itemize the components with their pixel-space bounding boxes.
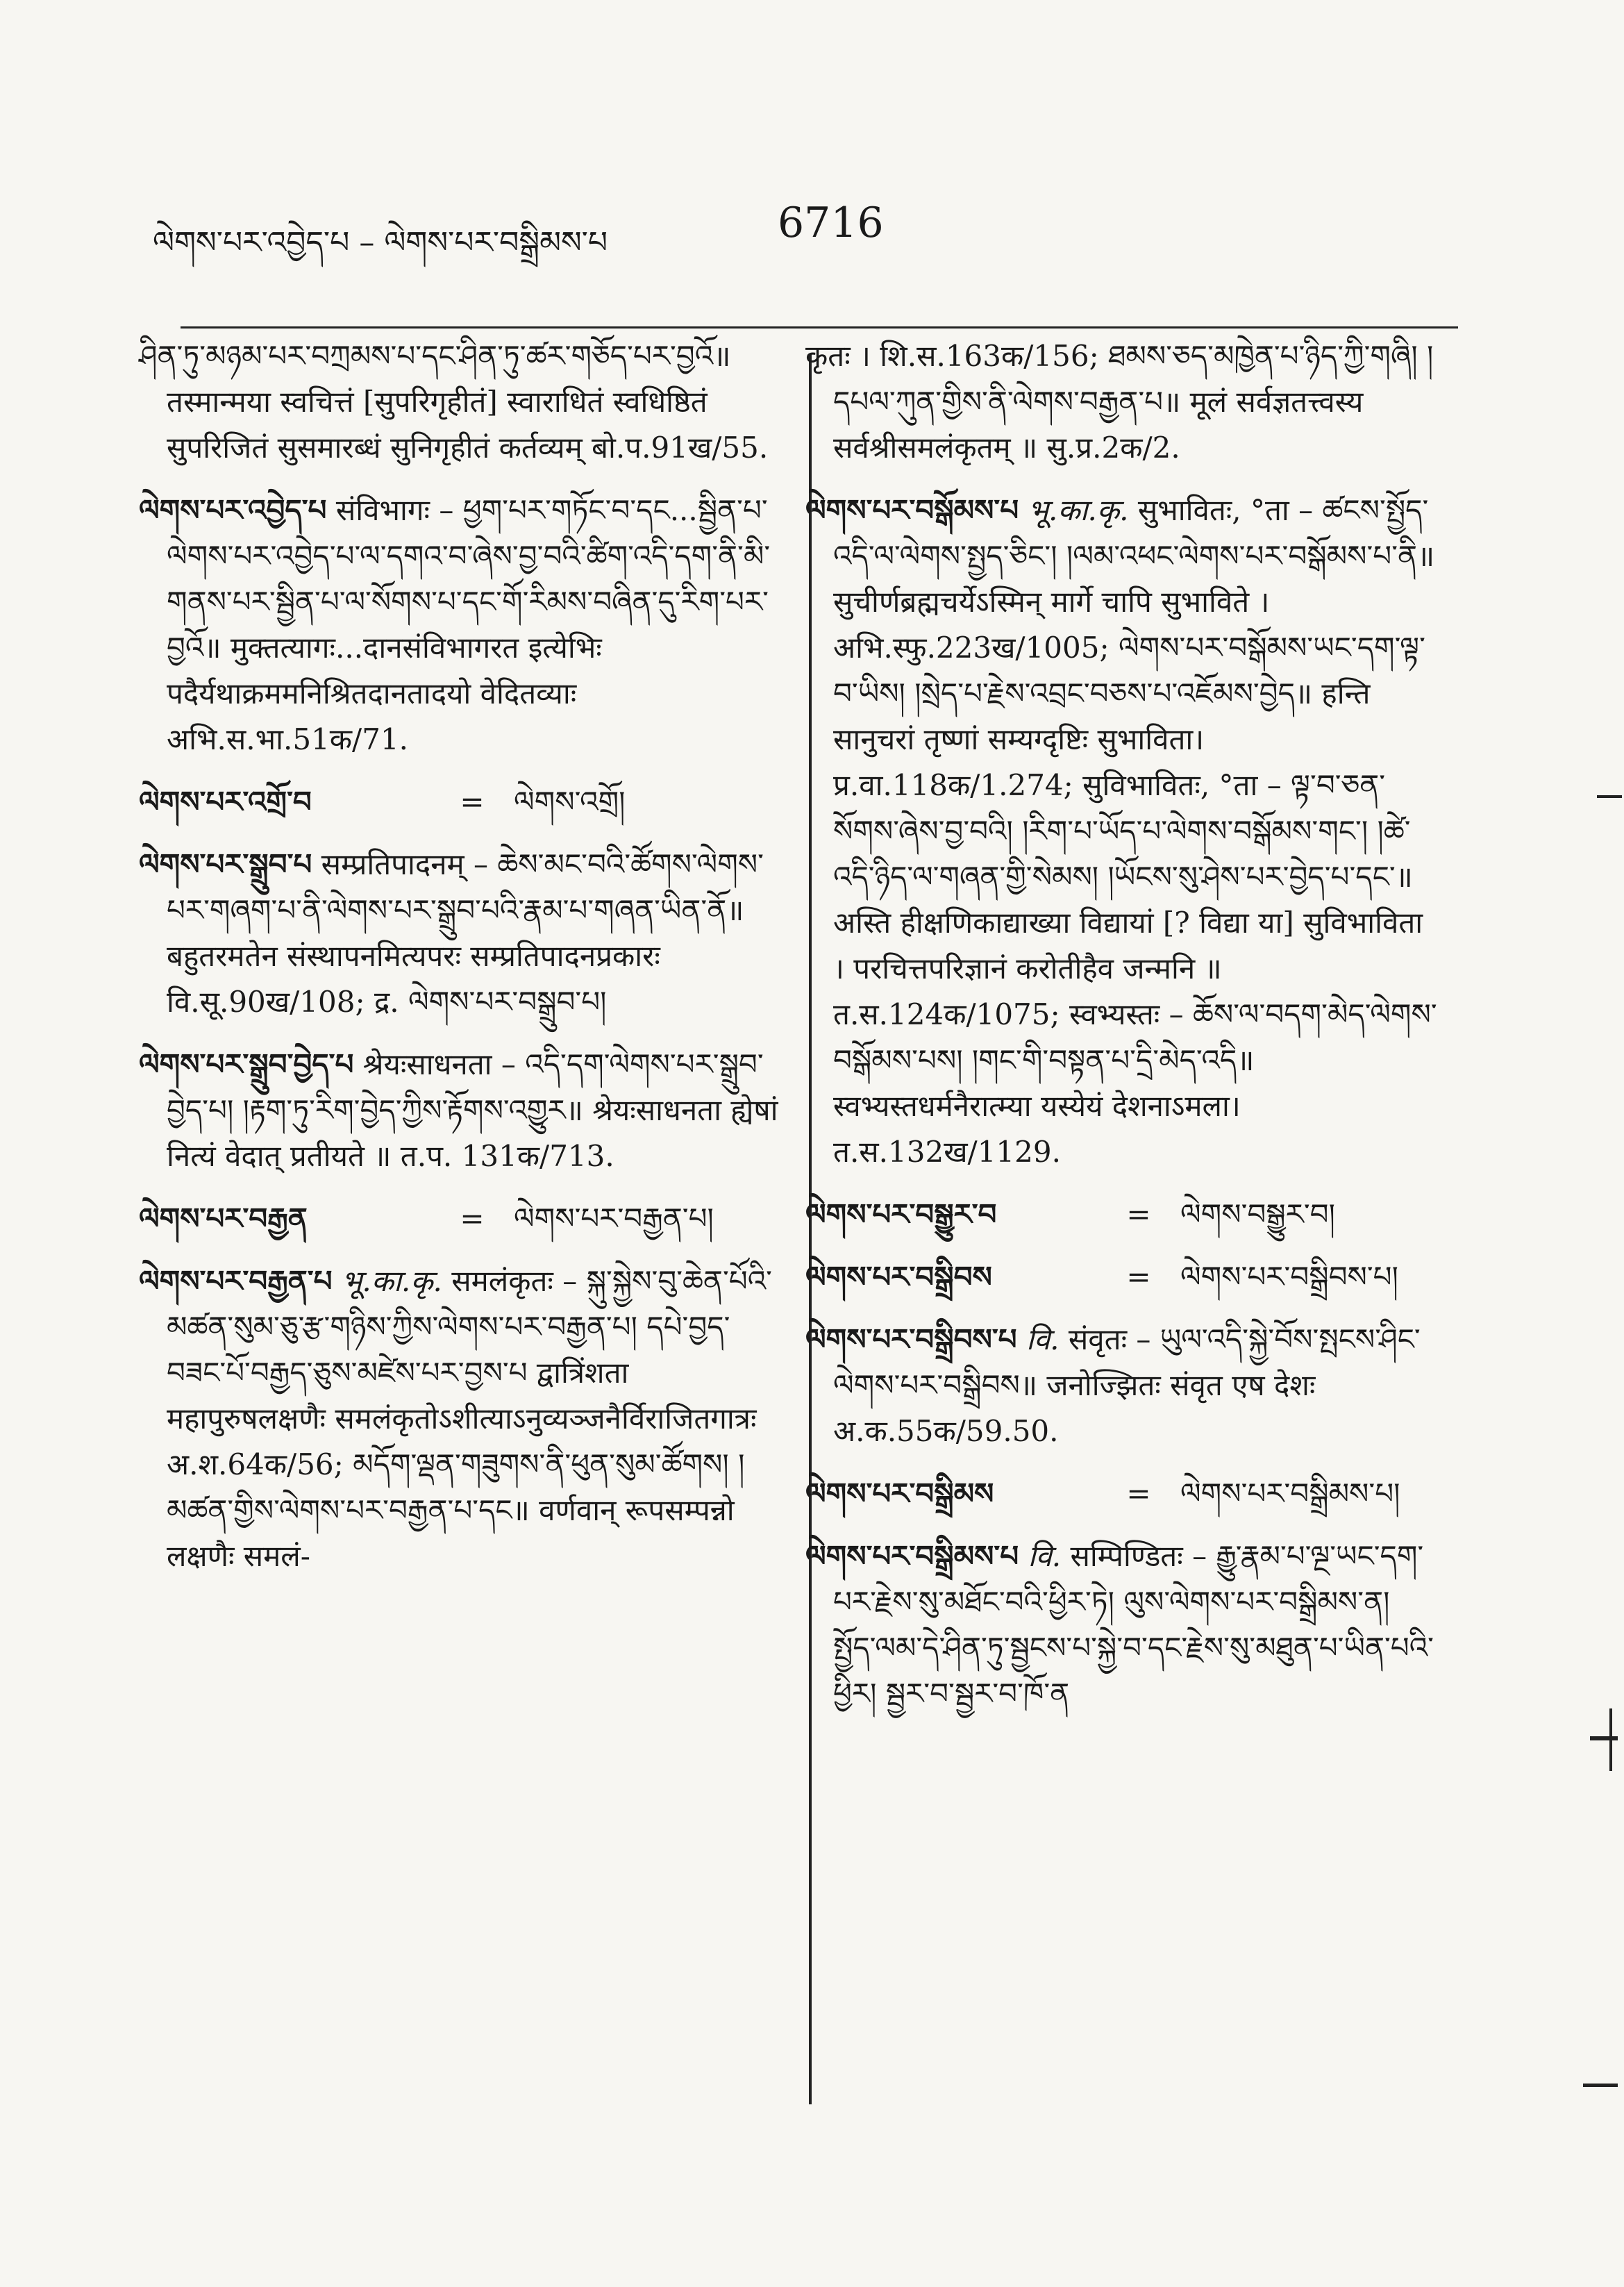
headword: ལེགས་པར་བསྒྲིབས — [805, 1260, 992, 1294]
entry-text: संविभागः – ཕྱག་པར་གཏོང་བ་དང...སྦྱིན་པ་ལེགས་པར་འབྱེད་པ་ལ་དགའ་བ་ཞེས་བྱ་བའི་ཚིག་འདི་དག་ནི་མི་གནས་པར་སྦྱིན་པ་ལ་སོགས་པ་དང་གོ་རིམས་བཞིན་དུ་རིག་པར་བྱའོ॥ मुक्तत्यागः...दानसंविभागरत इत्येभिः पदैर्यथाक्रममनिश्रितदानतादयो वेदितव्याः अभि.स.भा.51क/71. — [167, 493, 771, 756]
dictionary-entry — [139, 1258, 785, 1579]
headword: ལེགས་པར་སྒྲུབ་བྱེད་པ — [139, 1047, 354, 1081]
headword: ལེགས་པར་བསྒོམས་པ — [805, 493, 1019, 527]
reference-target: ལེགས་པར་བསྒྲིམས་པ། — [1180, 1477, 1400, 1511]
dictionary-entry — [139, 488, 785, 763]
equals-sign: = — [460, 1201, 485, 1236]
headword: ལེགས་པར་བསྒྲིབས་པ — [805, 1322, 1017, 1356]
page-number: 6716 — [778, 199, 884, 247]
entry-text: सम्पिण्डितः – རྒྱུ་རྣམ་པ་ལྔ་ཡང་དག་པར་རྗེས་སུ་མཐོང་བའི་ཕྱིར་ཏེ། ལུས་ལེགས་པར་བསྒྲིམས་ན། སྤྱོད་ལམ་དེ་ཤིན་ཏུ་སྦྱངས་པ་སྐྱེ་བ་དང་རྗེས་སུ་མཐུན་པ་ཡིན་པའི་ཕྱིར། སྦྱར་བ་སྦྱར་བ་ཁོ་ན — [833, 1539, 1434, 1711]
headword: ལེགས་པར་འགྲོ་བ — [139, 785, 312, 819]
headword: ལེགས་པར་བསྒྲིམས — [805, 1477, 994, 1511]
continued-entry — [139, 333, 785, 471]
dictionary-entry — [805, 488, 1437, 1175]
margin-mark — [1590, 1736, 1618, 1740]
reference-target: ལེགས་འགྲོ། — [514, 785, 626, 819]
dictionary-entry — [805, 1533, 1437, 1717]
entry-text: श्रेयःसाधनता – འདི་དག་ལེགས་པར་སྒྲུབ་བྱེད་པ། །རྟག་ཏུ་རིག་བྱེད་ཀྱིས་རྟོགས་འགྱུར॥ श्रेयःसाधनता ह्येषां नित्यं वेदात् प्रतीयते ॥ त.प. 131क/713. — [167, 1047, 778, 1173]
dictionary-entry — [805, 1317, 1437, 1454]
margin-mark — [1609, 1708, 1612, 1771]
grammar-label: भू.का.कृ. — [1028, 493, 1129, 527]
entry-text: संवृतः – ཡུལ་འདི་སྐྱེ་བོས་སྤངས་ཤིང་ལེགས་པར་བསྒྲིབས॥ जनोज्झितः संवृत एष देशः अ.क.55क/59.50. — [833, 1322, 1421, 1448]
equals-sign: = — [460, 785, 485, 819]
entry-text: सुभावितः, °ता – ཚངས་སྤྱོད་འདི་ལ་ལེགས་སྤྱད་ཅིང་། །ལམ་འཕང་ལེགས་པར་བསྒོམས་པ་ནི॥ सुचीर्णब्रह्मचर्येऽस्मिन् मार्गे चापि सुभाविते । अभि.स्फु.223ख/1005; ལེགས་པར་བསྒོམས་ཡང་དག་ལྟ་བ་ཡིས། །སྲེད་པ་རྗེས་འབྲང་བཅས་པ་འཇོམས་བྱེད॥ हन्ति सानुचरां तृष्णां सम्यग्दृष्टिः सुभाविता। प्र.वा.118क/1.274; सुविभावितः, °ता – ལྟ་བ་ཅན་སོགས་ཞེས་བྱ་བའི། །རིག་པ་ཡོད་པ་ལེགས་བསྒོམས་གང་། །ཚེ་འདི་ཉིད་ལ་གཞན་གྱི་སེམས། །ཡོངས་སུ་ཤེས་པར་བྱེད་པ་དང་॥ अस्ति हीक्षणिकाद्याख्या विद्यायां [? विद्या या] सुविभाविता । परचित्तपरिज्ञानं करोतीहैव जन्मनि ॥ त.स.124क/1075; स्वभ्यस्तः – ཆོས་ལ་བདག་མེད་ལེགས་བསྒོམས་པས། །གང་གི་བསྟན་པ་དྲི་མེད་འདི॥ स्वभ्यस्तधर्मनैरात्म्या यस्येयं देशनाऽमला। त.स.132ख/1129. — [833, 493, 1437, 1169]
cross-reference-entry — [139, 779, 785, 825]
headword: ལེགས་པར་བསྒྲིམས་པ — [805, 1539, 1019, 1573]
grammar-label: भू.का.कृ. — [341, 1264, 442, 1298]
entry-text: ཤིན་ཏུ་མཉམ་པར་བཀྲམས་པ་དང་ཤིན་ཏུ་ཚར་གཅོད་པར་བྱའོ॥ तस्मान्मया स्वचित्तं [सुपरिगृहीतं] स्वाराधितं स्वधिष्ठितं सुपरिजितं सुसमारब्धं सुनिगृहीतं कर्तव्यम् बो.प.91ख/55. — [139, 339, 769, 465]
cross-reference-entry — [805, 1192, 1437, 1238]
margin-mark — [1583, 2084, 1618, 2087]
entry-text: सम्प्रतिपादनम् – ཆེས་མང་བའི་ཚོགས་ལེགས་པར་གཞག་པ་ནི་ལེགས་པར་སྒྲུབ་པའི་རྣམ་པ་གཞན་ཡིན་ནོ॥ बहुतरमतेन संस्थापनमित्यपरः सम्प्रतिपादनप्रकारः वि.सू.90ख/108; द्र. ལེགས་པར་བསྒྲུབ་པ། — [167, 847, 764, 1019]
header-range: ལེགས་པར་འབྱེད་པ – ལེགས་པར་བསྒྲིམས་པ — [153, 225, 608, 260]
top-rule — [181, 326, 1458, 329]
reference-target: ལེགས་བསྒྱུར་བ། — [1180, 1197, 1335, 1231]
headword: ལེགས་པར་བརྒྱན་པ — [139, 1264, 333, 1298]
continued-entry — [805, 333, 1437, 471]
entry-text: समलंकृतः – སྐུ་སྐྱེས་བུ་ཆེན་པོའི་མཚན་སུམ་ཅུ་རྩ་གཉིས་ཀྱིས་ལེགས་པར་བརྒྱན་པ། དཔེ་བྱད་བཟང་པོ་བརྒྱད་ཅུས་མཛེས་པར་བྱས་པ द्वात्रिंशता महापुरुषलक्षणैः समलंकृतोऽशीत्याऽनुव्यञ्जनैर्विराजितगात्रः अ.श.64क/56; མདོག་ལྡན་གཟུགས་ནི་ཕུན་སུམ་ཚོགས། །མཚན་གྱིས་ལེགས་པར་བརྒྱན་པ་དང॥ वर्णवान् रूपसम्पन्नो लक्षणैः समलं- — [167, 1264, 772, 1573]
equals-sign: = — [1126, 1197, 1151, 1231]
cross-reference-entry — [139, 1196, 785, 1242]
running-header — [153, 199, 1472, 271]
cross-reference-entry — [805, 1471, 1437, 1517]
reference-target: ལེགས་པར་བརྒྱན་པ། — [514, 1201, 714, 1236]
cross-reference-entry — [805, 1254, 1437, 1300]
entry-text: कृतः । शि.स.163क/156; ཐམས་ཅད་མཁྱེན་པ་ཉིད་ཀྱི་གཞི། །དཔལ་ཀུན་གྱིས་ནི་ལེགས་བརྒྱན་པ॥ मूलं सर्वज्ञतत्त्वस्य सर्वश्रीसमलंकृतम् ॥ सु.प्र.2क/2. — [805, 339, 1434, 465]
headword: ལེགས་པར་འབྱེད་པ — [139, 493, 327, 527]
grammar-label: वि. — [1028, 1539, 1062, 1573]
margin-mark — [1597, 795, 1622, 798]
equals-sign: = — [1126, 1260, 1151, 1294]
grammar-label: वि. — [1026, 1322, 1060, 1356]
headword: ལེགས་པར་སྒྲུབ་པ — [139, 847, 312, 881]
equals-sign: = — [1126, 1477, 1151, 1511]
headword: ལེགས་པར་བརྒྱན — [139, 1201, 308, 1236]
left-column — [139, 333, 785, 1596]
dictionary-entry — [139, 1042, 785, 1179]
dictionary-entry — [139, 842, 785, 1025]
headword: ལེགས་པར་བསྒྱུར་བ — [805, 1197, 997, 1231]
right-column — [805, 333, 1437, 1733]
reference-target: ལེགས་པར་བསྒྲིབས་པ། — [1180, 1260, 1398, 1294]
